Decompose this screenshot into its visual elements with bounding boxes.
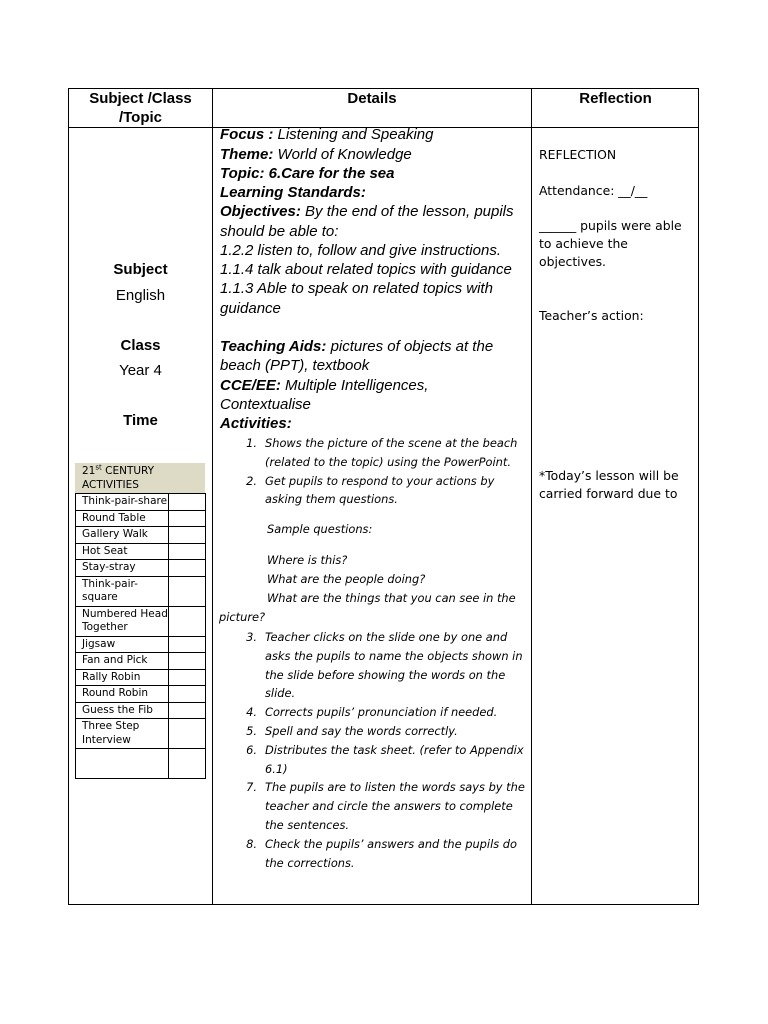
objectives-line-2: should be able to: — [220, 223, 339, 240]
activity-step-number: 3. — [246, 630, 257, 644]
activity-checkbox-cell — [169, 653, 206, 670]
activity-row — [76, 749, 206, 779]
activity-name: Stay-stray — [76, 560, 169, 577]
activity-row — [76, 719, 206, 749]
activity-row — [76, 510, 206, 527]
activity-step — [219, 472, 529, 510]
activity-checkbox-cell — [169, 510, 206, 527]
column-divider — [531, 88, 532, 905]
activity-checkbox-cell — [169, 560, 206, 577]
reflection-title: REFLECTION — [539, 147, 617, 162]
header-details: Details — [347, 90, 397, 107]
standard-1-2-2: 1.2.2 listen to, follow and give instructions. — [220, 242, 501, 259]
activity-checkbox-cell — [169, 576, 206, 606]
objectives-line: Objectives: By the end of the lesson, pupils — [220, 203, 514, 220]
teaching-aids-line-2: beach (PPT), textbook — [220, 357, 370, 374]
learning-standards-label: Learning Standards: — [220, 184, 366, 201]
activity-step-text: Get pupils to respond to your actions by asking them questions. — [265, 473, 495, 507]
activity-step-text: Teacher clicks on the slide one by one and asks the pupils to name the objects shown in the slide before showing the words on the slide. — [265, 630, 523, 701]
attendance-line: Attendance: __/__ — [539, 183, 648, 198]
standard-1-1-4: 1.1.4 talk about related topics with guidance — [220, 261, 512, 278]
activity-row — [76, 576, 206, 606]
activity-step — [219, 778, 529, 834]
standard-1-1-3: 1.1.3 Able to speak on related topics with — [220, 280, 493, 297]
activity-row — [76, 686, 206, 703]
activity-name: Three Step Interview — [76, 719, 169, 749]
activity-row — [76, 606, 206, 636]
activity-name: Rally Robin — [76, 669, 169, 686]
century-activities-table — [75, 493, 206, 779]
activity-step — [219, 835, 529, 873]
header-subject-class-topic: Subject /Class /Topic — [89, 90, 192, 126]
activity-step — [219, 703, 529, 722]
sample-questions-heading: Sample questions: — [267, 522, 373, 536]
activity-name: Think-pair-square — [76, 576, 169, 606]
activity-name: Jigsaw — [76, 636, 169, 653]
activity-step-number: 5. — [246, 723, 257, 738]
teacher-action-line: Teacher’s action: — [539, 308, 644, 323]
sample-question: What are the things that you can see in the — [267, 591, 516, 605]
focus-line: Focus : Listening and Speaking — [220, 126, 434, 143]
cce-line-2: Contextualise — [220, 396, 311, 413]
activity-name: Think-pair-share — [76, 494, 169, 511]
activity-step-text: Spell and say the words correctly. — [265, 723, 458, 738]
activity-checkbox-cell — [169, 636, 206, 653]
activity-step — [219, 628, 529, 703]
activity-step-text: The pupils are to listen the words says by the teacher and circle the answers to complete the sentences. — [265, 780, 525, 832]
activity-name: Round Table — [76, 510, 169, 527]
sample-question: Where is this? — [267, 553, 348, 567]
column-divider — [212, 88, 213, 905]
activity-checkbox-cell — [169, 494, 206, 511]
sample-question: What are the people doing? — [267, 572, 426, 586]
activity-name: Hot Seat — [76, 543, 169, 560]
activity-step-number: 7. — [246, 780, 257, 795]
activity-row — [76, 543, 206, 560]
activity-row — [76, 636, 206, 653]
activity-checkbox-cell — [169, 527, 206, 544]
activities-label: Activities: — [220, 415, 292, 432]
activity-checkbox-cell — [169, 749, 206, 779]
activity-checkbox-cell — [169, 543, 206, 560]
activity-step-text: Check the pupils’ answers and the pupils do the corrections. — [265, 836, 517, 870]
activity-steps-list — [219, 434, 529, 509]
activity-name: Gallery Walk — [76, 527, 169, 544]
activity-step-text: Shows the picture of the scene at the beach (related to the topic) using the PowerPoint. — [265, 436, 518, 469]
activity-name: Fan and Pick — [76, 653, 169, 670]
activity-step-text: Distributes the task sheet. (refer to Appendix 6.1) — [265, 742, 524, 776]
teaching-aids-line: Teaching Aids: pictures of objects at the — [220, 338, 494, 355]
activity-checkbox-cell — [169, 669, 206, 686]
activity-checkbox-cell — [169, 606, 206, 636]
header-reflection: Reflection — [579, 90, 652, 107]
activity-name: Guess the Fib — [76, 702, 169, 719]
sample-question-cont: picture? — [219, 610, 266, 624]
time-label: Time — [123, 412, 158, 429]
activity-step-number: 8. — [246, 836, 257, 851]
class-value: Year 4 — [119, 362, 162, 379]
activity-row — [76, 560, 206, 577]
activity-step-number: 1. — [246, 436, 257, 450]
theme-line: Theme: World of Knowledge — [220, 146, 412, 163]
activity-row — [76, 527, 206, 544]
objectives-achieved-line: ______ pupils were able to achieve the objectives. — [539, 218, 682, 269]
cce-line: CCE/EE: Multiple Intelligences, — [220, 377, 429, 394]
activity-step — [219, 434, 529, 472]
activity-row — [76, 653, 206, 670]
activity-checkbox-cell — [169, 686, 206, 703]
topic-line: Topic: 6.Care for the sea — [220, 165, 395, 182]
activity-checkbox-cell — [169, 702, 206, 719]
activity-step-number: 2. — [246, 473, 257, 488]
activity-step — [219, 741, 529, 779]
activity-name — [76, 749, 169, 779]
activity-step — [219, 722, 529, 741]
activity-steps-list — [219, 628, 529, 872]
standard-1-1-3-cont: guidance — [220, 300, 281, 317]
subject-value: English — [115, 287, 166, 304]
activity-row — [76, 702, 206, 719]
activity-checkbox-cell — [169, 719, 206, 749]
activity-row — [76, 669, 206, 686]
subject-label: Subject — [113, 261, 168, 278]
activity-row — [76, 494, 206, 511]
activity-step-text: Corrects pupils’ pronunciation if needed. — [265, 705, 498, 720]
activity-step-number: 4. — [246, 705, 257, 720]
activity-step-number: 6. — [246, 742, 257, 757]
activity-name: Numbered Head Together — [76, 606, 169, 636]
century-activities-heading: 21st CENTURY ACTIVITIES — [75, 463, 205, 493]
class-label: Class — [120, 337, 161, 354]
carried-forward-note: *Today’s lesson will be carried forward due to — [539, 468, 679, 501]
activity-name: Round Robin — [76, 686, 169, 703]
